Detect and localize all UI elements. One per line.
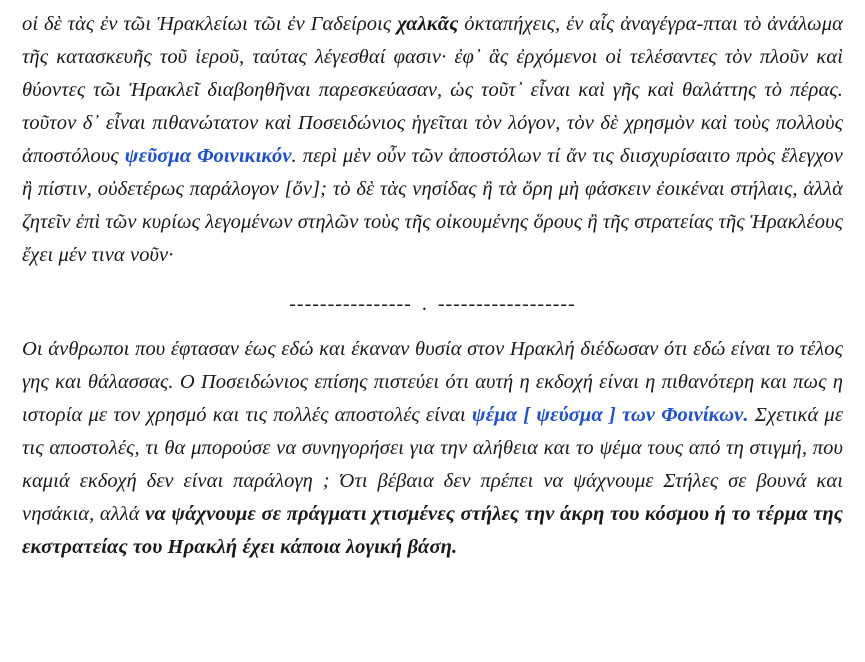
ancient-run-4-highlight: ψεῦσμα Φοινικικόν [124, 145, 292, 167]
modern-run-4-bold: να ψάχνουμε σε πράγματι χτισμένες στήλες την άκρη του κόσμου ή το τέρμα της εκστρατείας του Ηρακλή έχει κάποια λογική βάση. [22, 503, 843, 558]
modern-run-3: Σχετικά με τις αποστολές, τι θα μπορούσε να συνηγορήσει για την αλήθεια και το ψέμα τους από τη στιγμή, που καμιά εκδοχή δεν είναι παράλογη ; Ότι βέβαια δεν πρέπει να ψάχνουμε Στήλες σε βουνά και νησάκια, αλλά [22, 404, 844, 525]
modern-greek-paragraph [22, 333, 843, 564]
modern-run-1: Οι άνθρωποι που έφτασαν έως εδώ και έκαναν θυσία στον Ηρακλή διέδωσαν ότι εδώ είναι το τέλος γης και θάλασσας. Ο Ποσειδώνιος επίσης πιστεύει ότι αυτή η εκδοχή είναι η πιθανότερη και πως η ιστορία με τον χρησμό και τις πολλές αποστολές είναι [22, 338, 843, 426]
modern-run-2-highlight: ψέμα [ ψεύσμα ] των Φοινίκων. [471, 404, 749, 426]
ancient-run-3: ὀκταπήχεις, ἐν αἷς ἀναγέγρα-πται τὸ ἀνάλωμα τῆς κατασκευῆς τοῦ ἱεροῦ, ταύτας λέγεσθαί φασιν· ἐφ᾽ ἃς ἐρχόμενοι οἱ τελέσαντες τὸν πλοῦν καὶ θύοντες τῶι Ἡρακλεῖ διαβοηθῆναι παρεσκεύασαν, ὡς τοῦτ᾽ εἶναι καὶ γῆς καὶ θαλάττης τὸ πέρας. τοῦτον δ᾽ εἶναι πιθανώτατον καὶ Ποσειδώνιος ἡγεῖται τὸν λόγον, τὸν δὲ χρησμὸν καὶ τοὺς πολλοὺς ἀποστόλους [22, 13, 843, 167]
divider-right-dashes: ------------------ [437, 293, 576, 315]
divider-left-dashes: ---------------- [289, 293, 412, 315]
ancient-run-1: οἱ δὲ τὰς ἐν τῶι Ἡρακλείωι τῶι ἐν Γαδείροις [22, 13, 398, 35]
ancient-run-2-bold: χαλκᾶς [397, 13, 459, 35]
ancient-greek-paragraph [22, 8, 843, 272]
divider-dot: . [421, 293, 428, 315]
ancient-run-5: . περὶ μὲν οὖν τῶν ἀποστόλων τί ἄν τις διισχυρίσαιτο πρὸς ἔλεγχον ἢ πίστιν, οὐδετέρως παράλογον [ὄν]; τὸ δὲ τὰς νησίδας ἢ τὰ ὄρη μὴ φάσκειν ἐοικέναι στήλαις, ἀλλὰ ζητεῖν ἐπὶ τῶν κυρίως λεγομένων στηλῶν τοὺς τῆς οἰκουμένης ὅρους ἢ τῆς στρατείας τῆς Ἡρακλέους ἔχει μέν τινα νοῦν· [22, 145, 843, 266]
section-divider [22, 288, 843, 321]
